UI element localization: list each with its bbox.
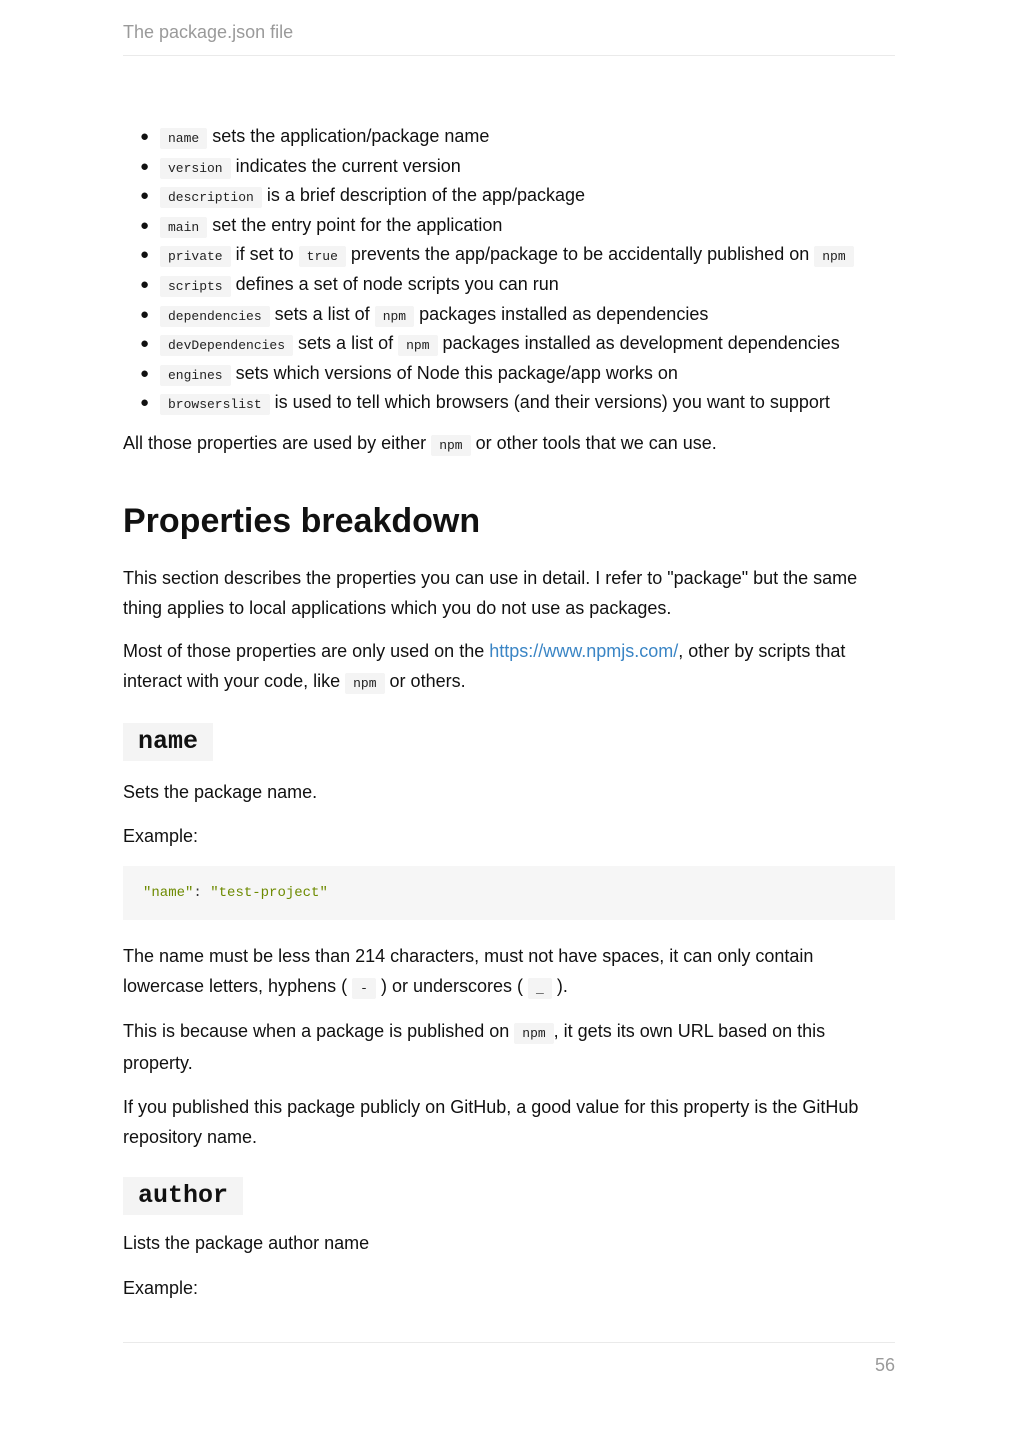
list-item-text: prevents the app/package to be accidentally published on <box>350 244 810 265</box>
summary-paragraph <box>123 429 895 461</box>
inline-code: npm <box>514 1023 553 1044</box>
running-header: The package.json file <box>123 22 895 56</box>
list-item-text: packages installed as dependencies <box>419 303 709 324</box>
bullet-icon: ● <box>140 246 150 264</box>
inline-code: npm <box>398 335 437 356</box>
inline-code: scripts <box>160 276 231 297</box>
url-paragraph <box>123 1017 895 1078</box>
properties-list <box>123 122 895 418</box>
list-item-text: indicates the current version <box>235 155 461 176</box>
example-label: Example: <box>123 825 199 846</box>
code-colon: : <box>193 885 211 902</box>
list-item <box>123 240 895 270</box>
list-item-text: packages installed as development dependencies <box>442 333 840 354</box>
page-number: 56 <box>874 1355 895 1375</box>
author-description: Lists the package author name <box>123 1233 370 1254</box>
inline-code: npm <box>814 246 853 267</box>
list-item <box>123 329 895 359</box>
npm-paragraph <box>123 637 895 698</box>
inline-code: _ <box>528 978 552 999</box>
list-item <box>123 211 895 241</box>
inline-code: npm <box>375 306 414 327</box>
inline-code: browserslist <box>160 394 270 415</box>
inline-code: engines <box>160 365 231 386</box>
name-description: Sets the package name. <box>123 782 318 803</box>
bullet-icon: ● <box>140 187 150 205</box>
code-block <box>123 866 895 920</box>
inline-code: devDependencies <box>160 335 293 356</box>
inline-code: description <box>160 187 262 208</box>
inline-code: - <box>352 978 376 999</box>
bullet-icon: ● <box>140 394 150 412</box>
list-item-text: is used to tell which browsers (and their versions) you want to support <box>274 392 830 413</box>
page-content <box>123 122 895 1303</box>
list-item-text: if set to <box>235 244 294 265</box>
inline-code: dependencies <box>160 306 270 327</box>
list-item <box>123 122 895 152</box>
list-item-text: sets a list of <box>274 303 370 324</box>
author-heading: author <box>123 1177 243 1215</box>
list-item-text: is a brief description of the app/package <box>266 185 586 206</box>
paragraph-text: , it gets its own URL based on this property. <box>123 1021 826 1073</box>
inline-code: version <box>160 158 231 179</box>
list-item-text: sets the application/package name <box>212 126 490 146</box>
code-key: "name" <box>143 885 194 902</box>
paragraph-text: or other tools that we can use. <box>475 432 717 453</box>
paragraph-text: Most of those properties are only used on the <box>123 641 485 662</box>
inline-code: name <box>160 128 207 149</box>
page-footer <box>123 1342 895 1376</box>
list-item-text: sets a list of <box>298 333 394 354</box>
inline-code: private <box>160 246 231 267</box>
list-item <box>123 388 895 418</box>
paragraph-text: This is because when a package is published on <box>123 1021 510 1042</box>
bullet-icon: ● <box>140 305 150 323</box>
list-item <box>123 359 895 389</box>
list-item-text: defines a set of node scripts you can run <box>235 273 559 294</box>
bullet-icon: ● <box>140 157 150 175</box>
inline-code: true <box>299 246 346 267</box>
code-value: "test-project" <box>210 885 328 902</box>
list-item <box>123 300 895 330</box>
inline-code: npm <box>345 673 384 694</box>
list-item <box>123 181 895 211</box>
inline-code: npm <box>431 435 470 456</box>
bullet-icon: ● <box>140 216 150 234</box>
paragraph-text: or others. <box>389 670 466 691</box>
paragraph-text: , other by scripts that interact with your code, like <box>123 641 846 691</box>
list-item-text: set the entry point for the application <box>212 214 503 235</box>
github-paragraph: If you published this package publicly on GitHub, a good value for this property is the GitHub repository name. <box>123 1097 859 1147</box>
intro-paragraph: This section describes the properties you can use in detail. I refer to "package" but the same thing applies to local applications which you do not use as packages. <box>123 568 858 618</box>
paragraph-text: ) or underscores ( <box>380 975 524 996</box>
name-rules-paragraph <box>123 942 895 1003</box>
list-item <box>123 152 895 182</box>
bullet-icon: ● <box>140 275 150 293</box>
bullet-icon: ● <box>140 128 150 145</box>
bullet-icon: ● <box>140 335 150 353</box>
list-item <box>123 270 895 300</box>
paragraph-text: ). <box>556 975 568 996</box>
npmjs-link[interactable]: https://www.npmjs.com/ <box>489 641 679 662</box>
inline-code: main <box>160 217 207 238</box>
list-item-text: sets which versions of Node this package/app works on <box>235 362 678 383</box>
section-heading: Properties breakdown <box>123 502 481 541</box>
paragraph-text: All those properties are used by either <box>123 432 427 453</box>
example-label: Example: <box>123 1277 199 1298</box>
paragraph-text: The name must be less than 214 characters, must not have spaces, it can only contain lowercase letters, hyphens ( <box>123 946 814 996</box>
name-heading: name <box>123 723 213 761</box>
bullet-icon: ● <box>140 364 150 382</box>
